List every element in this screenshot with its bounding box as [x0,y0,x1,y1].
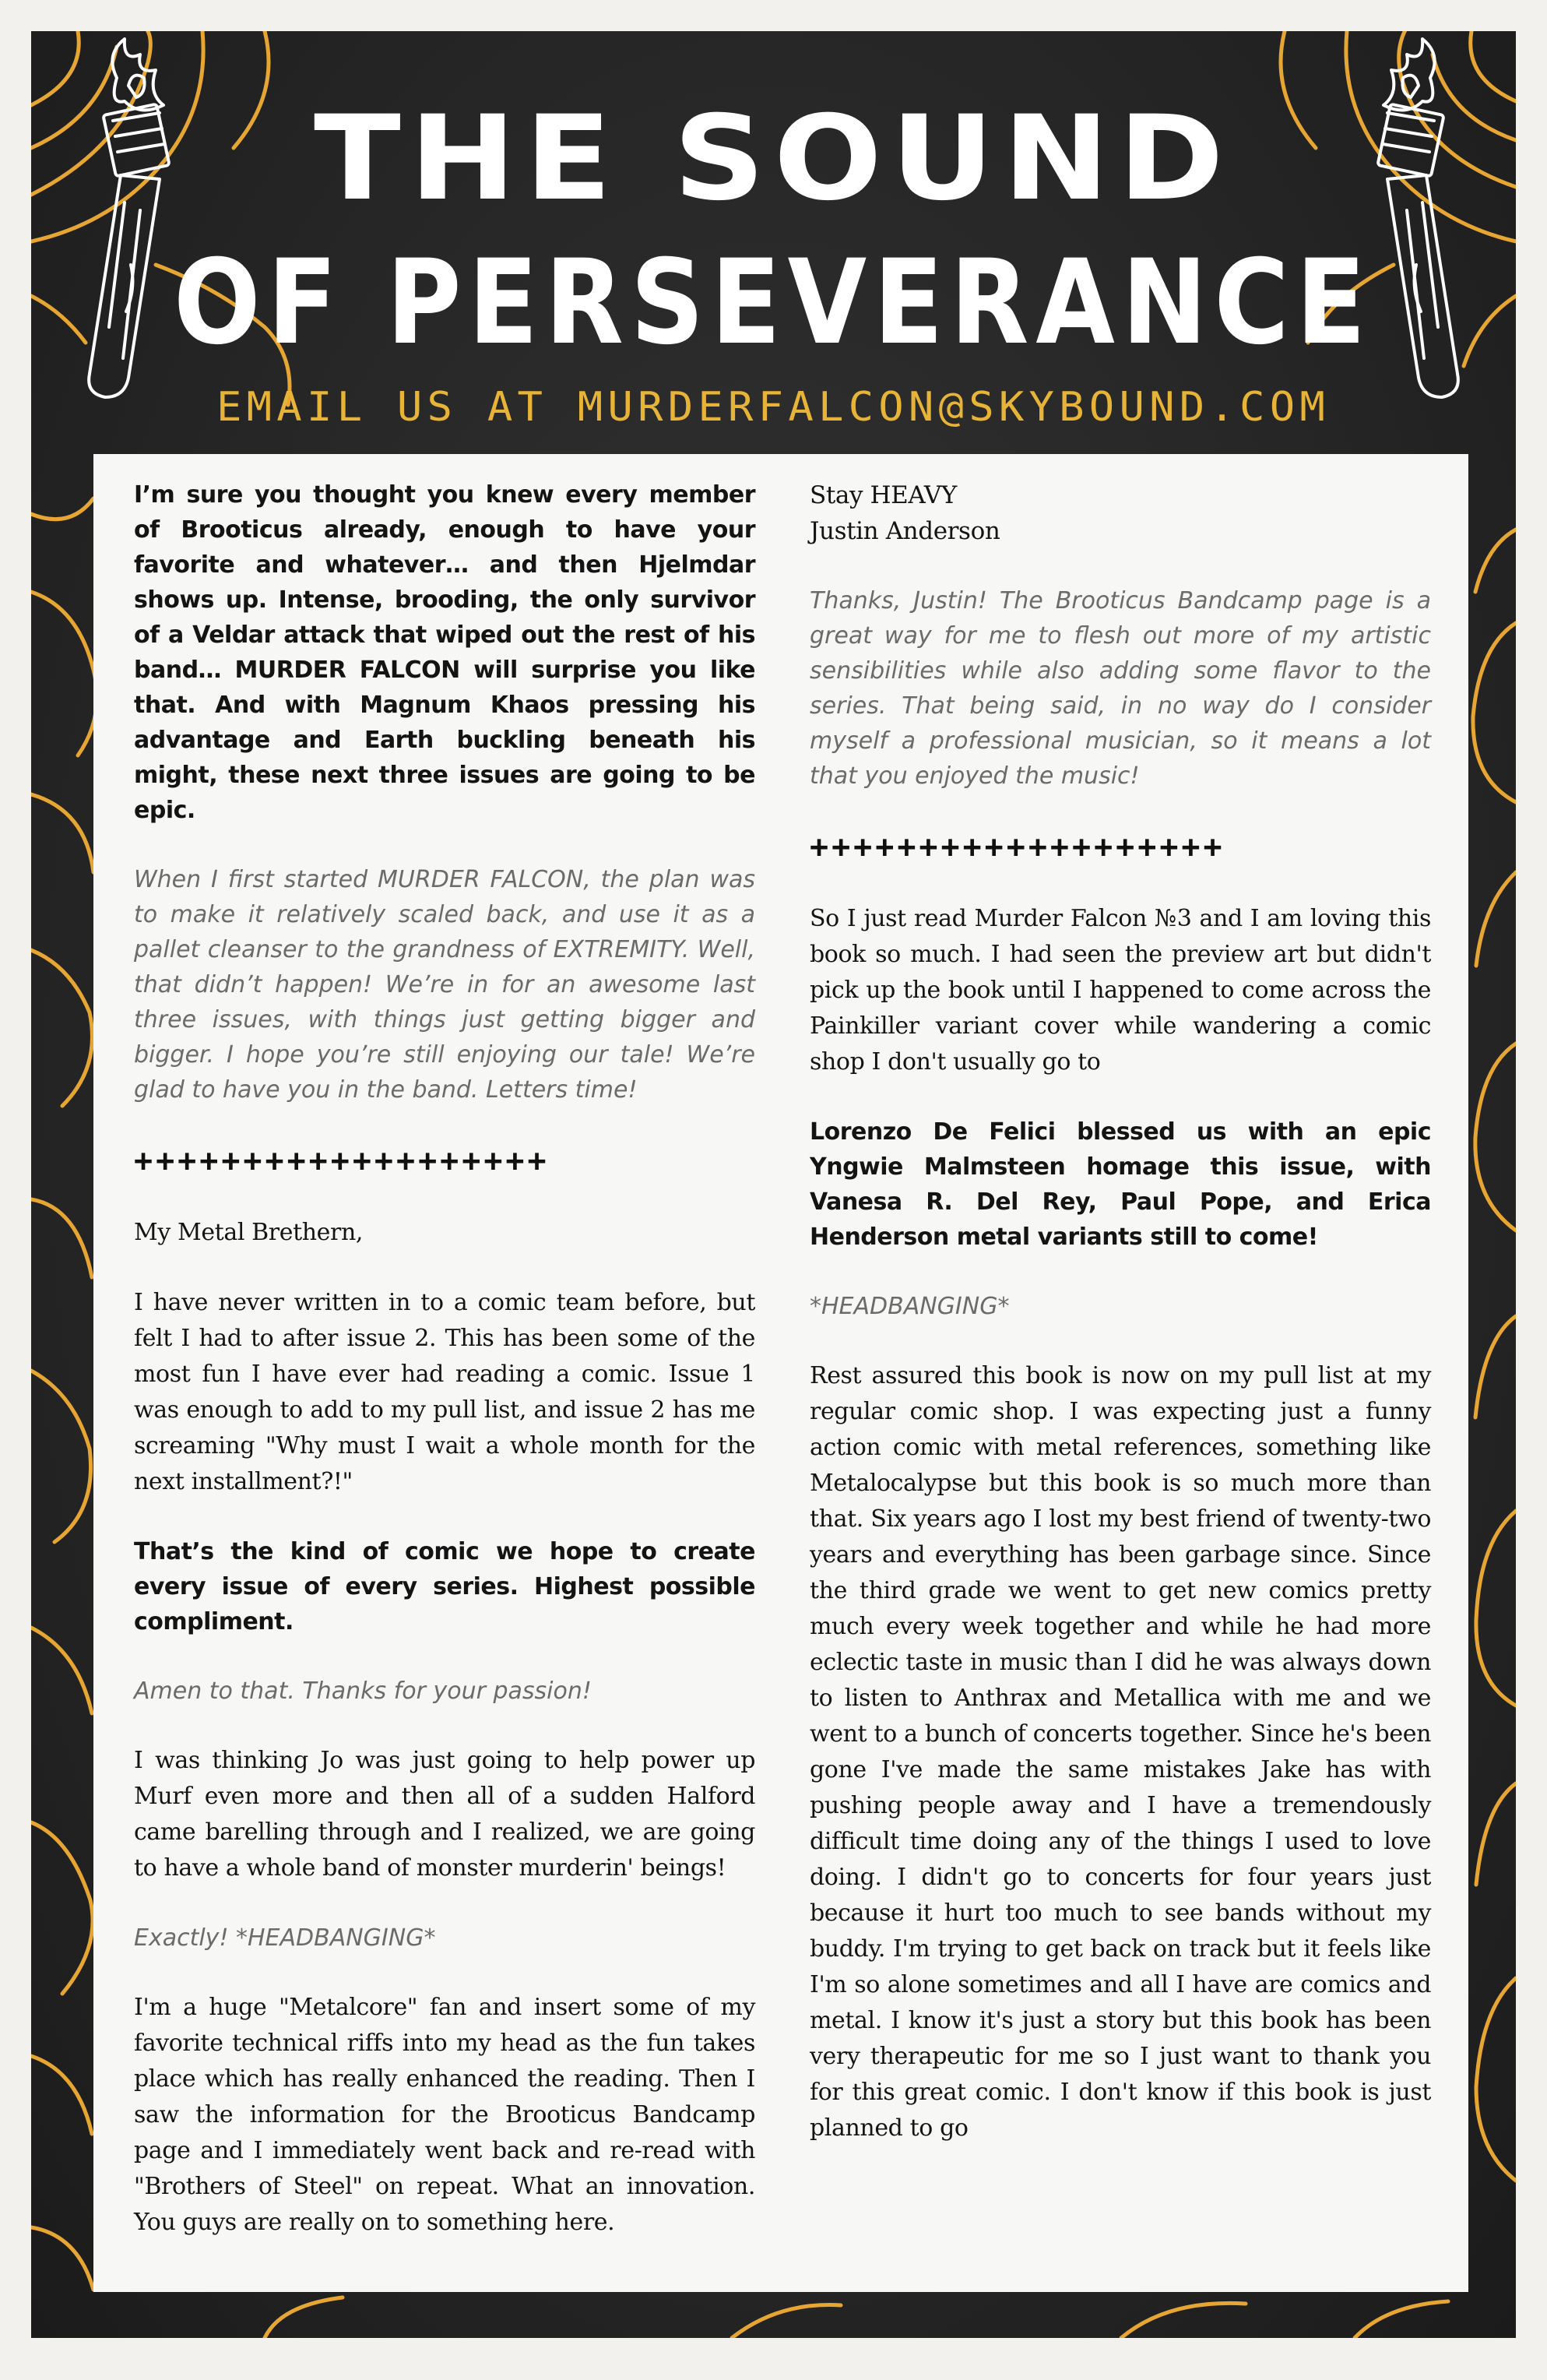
signoff-line: Stay HEAVY [810,481,957,509]
reader-letter: My Metal Brethern, [134,1219,364,1246]
reader-letter: I was thinking Jo was just going to help power up Murf even more and then all of a sudden Halford came barelling through and I realized, we are going to have a whole band of monster murderin' beings! [134,1747,755,1882]
editor-response: Thanks, Justin! The Brooticus Bandcamp page is a great way for me to flesh out more of my artistic sensibilities while also adding some flavor to the series. That being said, in no way do I consider myself a professional musician, so it means a lot that you enjoyed the music! [810,587,1431,790]
editor-response: *HEADBANGING* [810,1293,1010,1320]
letters-page [93,454,1468,2292]
editor-response: Exactly! *HEADBANGING* [134,1924,436,1952]
editor-note: I’m sure you thought you knew every member of Brooticus already, enough to have your favorite and whatever… and then Hjelmdar shows up. Intense, brooding, the only survivor of a Veldar attack that wiped out the rest of his band… MURDER FALCON will surprise you like that. And with Magnum Khaos pressing his advantage and Earth buckling beneath his might, these next three issues are going to be epic. [134,481,755,824]
title-header [31,31,1516,467]
torch-icon [1377,39,1457,397]
left-column [134,477,755,2269]
email-line: EMAIL US AT MURDERFALCON@SKYBOUND.COM [216,384,1330,431]
editor-note: That’s the kind of comic we hope to create every issue of every series. Highest possible compliment. [134,1538,755,1635]
title-line-1: THE SOUND [314,91,1232,227]
section-divider: +++++++++++++++++++ [134,1143,550,1179]
torch-icon [89,39,169,397]
reader-letter: I have never written in to a comic team before, but felt I had to after issue 2. This has been some of the most fun I have ever had reading a comic. Issue 1 was enough to add to my pull list, and issue 2 has me screaming "Why must I wait a whole month for the next installment?!" [134,1289,755,1495]
letter-signoff [810,477,1431,549]
reader-letter: Rest assured this book is now on my pull list at my regular comic shop. I was expecting just a funny action comic with metal references, something like Metalocalypse but this book is so much more than that. Six years ago I lost my best friend of twenty-two years and everything has been garbage since. Since the third grade we went to get new comics pretty much every week together and while he had more eclectic taste in music than I did he was always down to listen to Anthrax and Metallica with me and we went to a bunch of concerts together. Since he's been gone I've made the same mistakes Jake has with pushing people away and I have a tremendously difficult time doing any of the things I used to love doing. I didn't go to concerts for four years just because it hurt too much to see bands without my buddy. I'm trying to get back on track but it feels like I'm so alone sometimes and all I have are comics and metal. I know it's just a story but this book has been very therapeutic for me so I just want to thank you for this great comic. I don't know if this book is just planned to go [810,1362,1431,2142]
editor-note: Lorenzo De Felici blessed us with an epic Yngwie Malmsteen homage this issue, with Vanesa R. Del Rey, Paul Pope, and Erica Henderson metal variants still to come! [810,1118,1431,1251]
editor-response: Amen to that. Thanks for your passion! [134,1678,592,1705]
reader-letter: I'm a huge "Metalcore" fan and insert some of my favorite technical riffs into my head as the fun takes place which has really enhanced the reading. Then I saw the information for the Brooticus Bandcamp page and I immediately went back and re-read with "Brothers of Steel" on repeat. What an innovation. You guys are really on to something here. [134,1994,755,2236]
right-column [810,477,1431,2269]
reader-letter: So I just read Murder Falcon №3 and I am loving this book so much. I had seen the preview art but didn't pick up the book until I happened to come across the Painkiller variant cover while wandering a comic shop I don't usually go to [810,905,1431,1076]
editor-response: When I first started MURDER FALCON, the plan was to make it relatively scaled back, and use it as a pallet cleanser to the grandness of EXTREMITY. Well, that didn’t happen! We’re in for an awesome last three issues, with things just getting bigger and bigger. I hope you’re still enjoying our tale! We’re glad to have you in the band. Letters time! [134,866,755,1104]
signoff-line: Justin Anderson [810,517,1000,545]
title-line-2: OF PERSEVERANCE [174,235,1373,371]
section-divider: +++++++++++++++++++ [810,829,1225,865]
